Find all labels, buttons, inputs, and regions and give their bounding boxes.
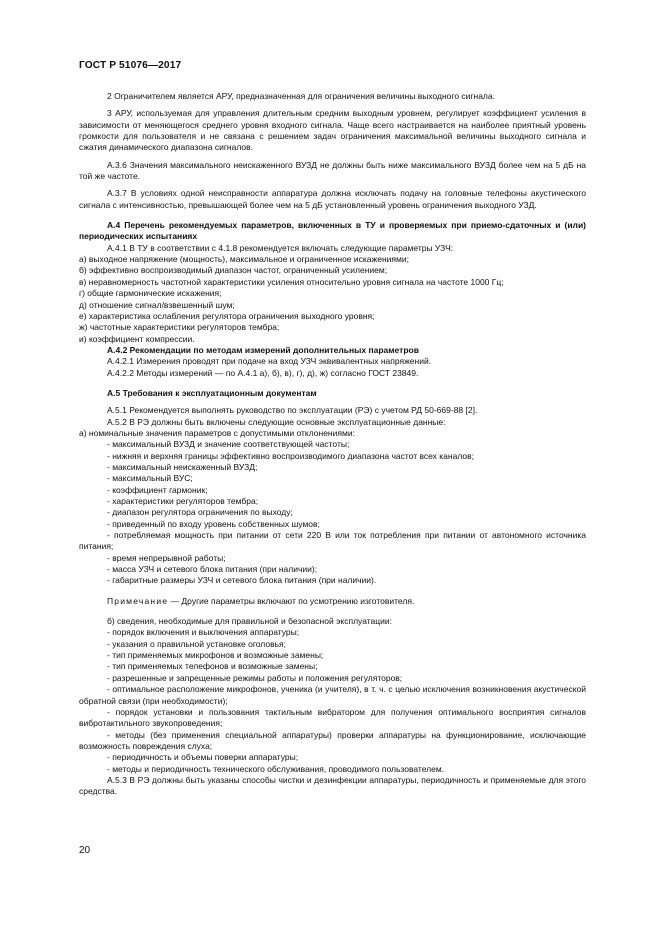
- list-item: а) выходное напряжение (мощность), максимальное и ограниченное искажениями;: [79, 254, 409, 265]
- paragraph: 3 АРУ, используемая для управления длительным средним выходным уровнем, регулирует коэффициент усиления в зависимости от меняющегося среднего уровня входного сигнала. Чаще всего настраивается на наиболее приятный уровень громкости для пользователя и не связана с решением задач ограничения максимальной величины выходного сигнала и сжатия динамического диапазона сигналов.: [79, 108, 586, 153]
- paragraph: А.5.3 В РЭ должны быть указаны способы чистки и дезинфекции аппаратуры, периодичность и применяемые для этого средства.: [79, 774, 586, 797]
- list-item: - максимальный ВУС;: [107, 473, 193, 484]
- list-item: - указания о правильной установке оголовья;: [107, 638, 286, 649]
- list-item: - методы (без применения специальной аппаратуры) проверки аппаратуры на функционирование, исключающие возможность повреждения слуха;: [79, 729, 586, 751]
- list-item: - диапазон регулятора ограничения по выходу;: [107, 507, 293, 518]
- list-item: - максимальный неискаженный ВУЗД;: [107, 461, 258, 472]
- paragraph: 2 Ограничителем является АРУ, предназначенная для ограничения величины выходного сигнала.: [107, 91, 495, 101]
- list-item: - тип применяемых микрофонов и возможные замены;: [107, 650, 324, 661]
- list-item: - масса УЗЧ и сетевого блока питания (при наличии);: [107, 564, 318, 575]
- list-item: а) номинальные значения параметров с допустимыми отклонениями:: [79, 427, 355, 438]
- list-item: и) коэффициент компрессии.: [79, 333, 195, 344]
- paragraph: А.4.1 В ТУ в соответствии с 4.1.8 рекомендуется включать следующие параметры УЗЧ:: [107, 242, 454, 253]
- list-item: в) неравномерность частотной характеристики усиления относительно уровня сигнала на частоте 1000 Гц;: [79, 276, 504, 287]
- list-item: - время непрерывной работы;: [107, 552, 226, 563]
- section-heading: А.4 Перечень рекомендуемых параметров, включенных в ТУ и проверяемых при приемо-сдаточных и (или) периодических испытаниях: [79, 220, 586, 242]
- list-item: б) сведения, необходимые для правильной и безопасной эксплуатации:: [107, 616, 393, 627]
- section-heading: А.5 Требования к эксплуатационным документам: [107, 387, 317, 398]
- note-label: Примечание: [107, 595, 169, 606]
- list-item: - порядок установки и пользования тактильным вибратором для получения оптимального восприятия сигналов вибротактильного звукопроведения;: [79, 706, 586, 729]
- note: [79, 596, 586, 607]
- page-number: 20: [79, 845, 91, 856]
- paragraph: А.5.1 Рекомендуется выполнять руководство по эксплуатации (РЭ) с учетом РД 50-669-88 [2].: [107, 405, 478, 416]
- paragraph: А.3.7 В условиях одной неисправности аппаратура должна исключать подачу на головные телефоны акустического сигнала с интенсивностью, превышающей более чем на 5 дБ установленный уровень ограничения выходного УЗД.: [79, 188, 586, 210]
- paragraph: А.4.2.2 Методы измерений — по А.4.1 а), б), в), г), д), ж) согласно ГОСТ 23849.: [107, 367, 419, 378]
- list-item: - тип применяемых телефонов и возможные замены;: [107, 661, 318, 672]
- list-item: - габаритные размеры УЗЧ и сетевого блока питания (при наличии).: [107, 575, 377, 586]
- paragraph: А.5.2 В РЭ должны быть включены следующие основные эксплуатационные данные:: [107, 416, 446, 427]
- list-item: б) эффективно воспроизводимый диапазон частот, ограниченный усилением;: [79, 265, 388, 276]
- list-item: - разрешенные и запрещенные режимы работы и положения регуляторов;: [107, 672, 403, 683]
- document-body: [79, 91, 586, 798]
- list-item: - оптимальное расположение микрофонов, ученика (и учителя), в т. ч. с целью исключения возникновения акустической обратной связи (при необходимости);: [79, 684, 586, 706]
- list-item: - приведенный по входу уровень собственных шумов;: [107, 518, 320, 529]
- list-item: - максимальный ВУЗД и значение соответствующей частоты;: [107, 439, 350, 450]
- list-item: - нижняя и верхняя границы эффективно воспроизводимого диапазона частот всех каналов;: [107, 450, 474, 461]
- list-item: - потребляемая мощность при питании от сети 220 В или ток потребления при питании от автономного источника питания;: [79, 530, 586, 552]
- standard-title: ГОСТ Р 51076—2017: [79, 60, 182, 71]
- list-item: - характеристики регуляторов тембра;: [107, 496, 259, 506]
- paragraph: А.4.2.1 Измерения проводят при подаче на вход УЗЧ эквивалентных напряжений.: [107, 356, 432, 367]
- list-item: - методы и периодичность технического обслуживания, проводимого пользователем.: [107, 763, 445, 774]
- list-item: г) общие гармонические искажения;: [79, 288, 222, 299]
- list-item: - коэффициент гармоник;: [107, 484, 208, 495]
- list-item: д) отношение сигнал/взвешенный шум;: [79, 299, 235, 310]
- note-text: — Другие параметры включают по усмотрению изготовителя.: [168, 595, 415, 606]
- section-heading: А.4.2 Рекомендации по методам измерений дополнительных параметров: [107, 344, 419, 355]
- list-item: - периодичность и объемы поверки аппаратуры;: [107, 752, 299, 763]
- list-item: е) характеристика ослабления регулятора ограничения выходного уровня;: [79, 310, 375, 321]
- list-item: - порядок включения и выключения аппаратуры;: [107, 627, 300, 638]
- list-item: ж) частотные характеристики регуляторов тембра;: [79, 322, 280, 333]
- paragraph: А.3.6 Значения максимального неискаженного ВУЗД не должны быть ниже максимального ВУЗД более чем на 5 дБ на той же частоте.: [79, 159, 586, 182]
